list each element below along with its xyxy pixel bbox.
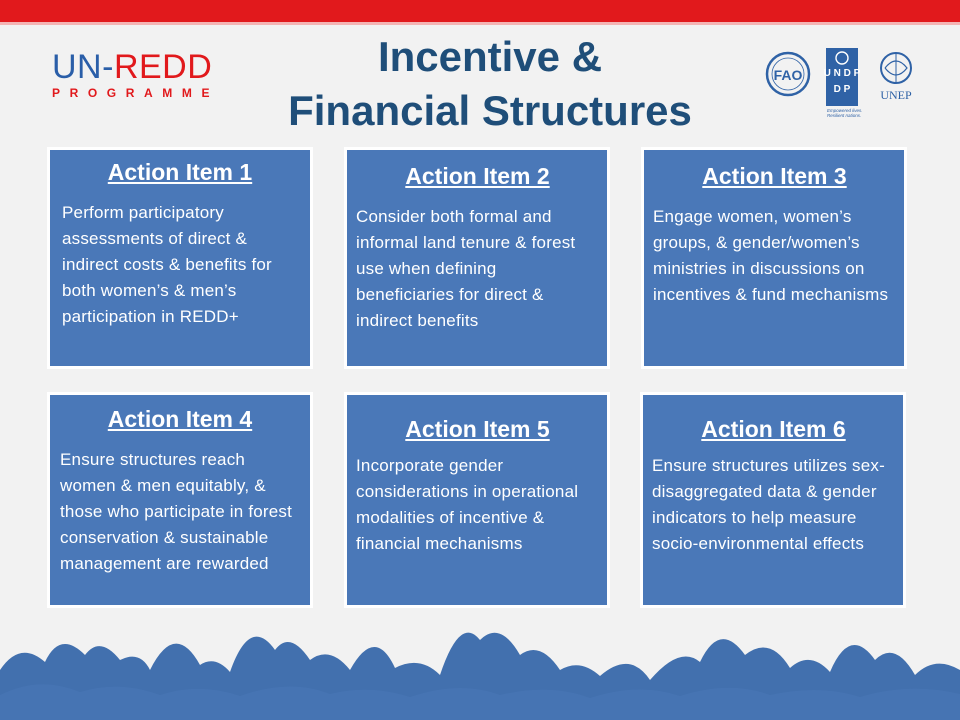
action-item-title: Action Item 6 bbox=[701, 416, 846, 442]
action-item-body: Perform participatory assessments of direct & indirect costs & benefits for both women’s & men’s participation in REDD+ bbox=[62, 203, 272, 326]
action-item-card-3 bbox=[641, 147, 907, 369]
logo-redd: REDD bbox=[113, 48, 213, 86]
page-title bbox=[240, 30, 740, 138]
action-item-title: Action Item 2 bbox=[405, 163, 550, 189]
action-item-body: Incorporate gender considerations in operational modalities of incentive & financial mechanisms bbox=[356, 456, 579, 553]
un-redd-logo bbox=[52, 50, 219, 100]
action-item-body: Ensure structures reach women & men equitably, & those who participate in forest conservation & sustainable management are rewarded bbox=[60, 450, 293, 573]
top-accent-line bbox=[0, 22, 960, 25]
action-item-card-4 bbox=[47, 392, 313, 608]
partner-logos bbox=[764, 44, 924, 118]
logo-un: UN- bbox=[52, 48, 114, 86]
action-item-body: Engage women, women’s groups, & gender/women’s ministries in discussions on incentives & fund mechanisms bbox=[653, 207, 889, 304]
action-item-title: Action Item 3 bbox=[702, 163, 847, 189]
action-item-card-6 bbox=[640, 392, 906, 608]
undp-tagline-1: Empowered lives. bbox=[827, 108, 863, 113]
undp-tagline-2: Resilient nations. bbox=[827, 113, 862, 118]
logo-wordmark bbox=[52, 50, 219, 84]
action-item-card-1 bbox=[47, 147, 313, 369]
title-line-1: Incentive & bbox=[377, 33, 603, 80]
top-accent-bar bbox=[0, 0, 960, 22]
action-item-title: Action Item 1 bbox=[107, 159, 253, 185]
forest-silhouette bbox=[0, 600, 960, 720]
undp-text: U N D P bbox=[823, 68, 861, 79]
logo-programme: PROGRAMME bbox=[52, 86, 220, 100]
action-item-title: Action Item 5 bbox=[405, 416, 550, 442]
fao-text: FAO bbox=[773, 67, 803, 83]
unep-logo bbox=[880, 53, 912, 102]
action-item-card-2 bbox=[344, 147, 610, 369]
action-item-body: Ensure structures utilizes sex-disaggregated data & gender indicators to help measure socio-environmental effects bbox=[652, 456, 885, 553]
action-item-card-5 bbox=[344, 392, 610, 608]
title-line-2: Financial Structures bbox=[288, 87, 692, 134]
svg-text:D P: D P bbox=[833, 84, 851, 95]
fao-logo bbox=[767, 53, 809, 95]
unep-text: UNEP bbox=[880, 88, 912, 102]
undp-logo bbox=[824, 48, 863, 118]
action-item-title: Action Item 4 bbox=[107, 406, 253, 432]
action-item-body: Consider both formal and informal land tenure & forest use when defining beneficiaries for direct & indirect benefits bbox=[356, 207, 576, 330]
